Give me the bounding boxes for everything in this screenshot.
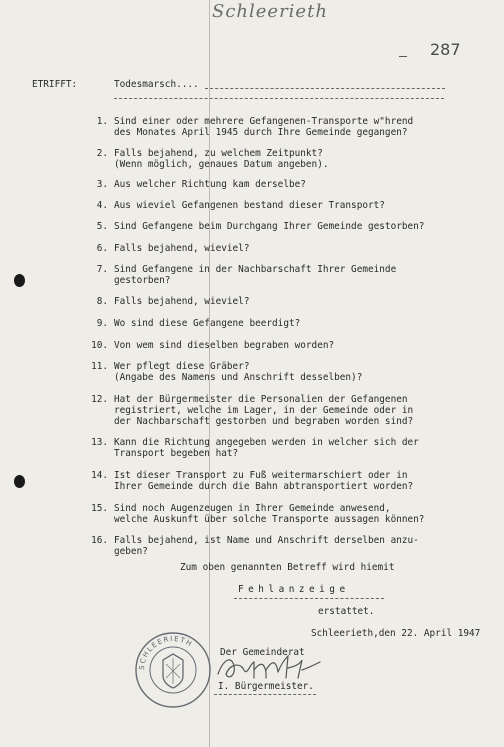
question-number: 8. [96, 296, 108, 307]
erstattet-text: erstattet. [318, 606, 375, 617]
question-text: Falls bejahend, wieviel? [114, 243, 250, 254]
place-date: Schleerieth,den 22. April 1947 [311, 628, 481, 639]
question-text: Hat der Bürgermeister die Personalien der Gefangenen registriert, welche im Lager, in der Gemeinde oder in der Nachbarschaft gestorben und begraben worden sind? [114, 394, 414, 427]
handwritten-signature [214, 652, 324, 686]
fehlanzeige-label: Fehlanzeige [238, 584, 350, 595]
council-label: Der Gemeinderat [220, 647, 305, 658]
question-text: Aus welcher Richtung kam derselbe? [114, 179, 306, 190]
signature-line [214, 694, 316, 695]
subject-underline [114, 98, 444, 99]
question-number: 16. [91, 535, 108, 546]
question-number: 4. [96, 200, 108, 211]
question-text: Falls bejahend, ist Name und Anschrift derselben anzu- geben? [114, 535, 419, 557]
subject-text: Todesmarsch.... [114, 79, 199, 90]
question-text: Von wem sind dieselben begraben worden? [114, 340, 335, 351]
question-text: Ist dieser Transport zu Fuß weitermarschiert oder in Ihrer Gemeinde durch die Bahn abtransportiert worden? [114, 470, 414, 492]
question-number: 6. [96, 243, 108, 254]
page-number-dash [399, 56, 407, 57]
question-number: 13. [91, 437, 108, 448]
seal-text: SCHLEERIETH [137, 634, 195, 671]
punch-hole-top [14, 274, 25, 287]
question-number: 15. [91, 503, 108, 514]
question-number: 10. [91, 340, 108, 351]
question-text: Sind noch Augenzeugen in Ihrer Gemeinde anwesend, welche Auskunft über solche Transporte aussagen können? [114, 503, 425, 525]
svg-text:SCHLEERIETH [138, 635, 194, 670]
municipal-seal-stamp [133, 630, 213, 710]
page-number: 287 [430, 40, 461, 59]
question-text: Aus wieviel Gefangenen bestand dieser Transport? [114, 200, 385, 211]
question-text: Falls bejahend, wieviel? [114, 296, 250, 307]
question-text: Sind Gefangene beim Durchgang Ihrer Gemeinde gestorben? [114, 221, 425, 232]
question-text: Wer pflegt diese Gräber? (Angabe des Namens und Anschrift desselben)? [114, 361, 363, 383]
fehlanzeige-underline [234, 598, 384, 599]
question-number: 5. [96, 221, 108, 232]
question-number: 11. [91, 361, 108, 372]
question-number: 2. [96, 148, 108, 159]
question-number: 9. [96, 318, 108, 329]
mayor-title: I. Bürgermeister. [218, 681, 314, 692]
closing-intro: Zum oben genannten Betreff wird hiemit [180, 562, 395, 573]
question-text: Wo sind diese Gefangene beerdigt? [114, 318, 301, 329]
betrifft-label: ETRIFFT: [32, 79, 78, 90]
question-number: 7. [96, 264, 108, 275]
question-text: Sind einer oder mehrere Gefangenen-Transporte w"hrend des Monates April 1945 durch Ihre Gemeinde gegangen? [114, 116, 414, 138]
handwritten-place-name: Schleerieth [212, 1, 328, 22]
question-number: 14. [91, 470, 108, 481]
question-number: 3. [96, 179, 108, 190]
punch-hole-bottom [14, 475, 25, 488]
subject-dotted-line [205, 88, 445, 89]
question-text: Kann die Richtung angegeben werden in welcher sich der Transport begeben hat? [114, 437, 419, 459]
question-number: 12. [91, 394, 108, 405]
question-number: 1. [96, 116, 108, 127]
question-text: Sind Gefangene in der Nachbarschaft Ihrer Gemeinde gestorben? [114, 264, 397, 286]
question-text: Falls bejahend, zu welchem Zeitpunkt? (Wenn möglich, genaues Datum angeben). [114, 148, 329, 170]
